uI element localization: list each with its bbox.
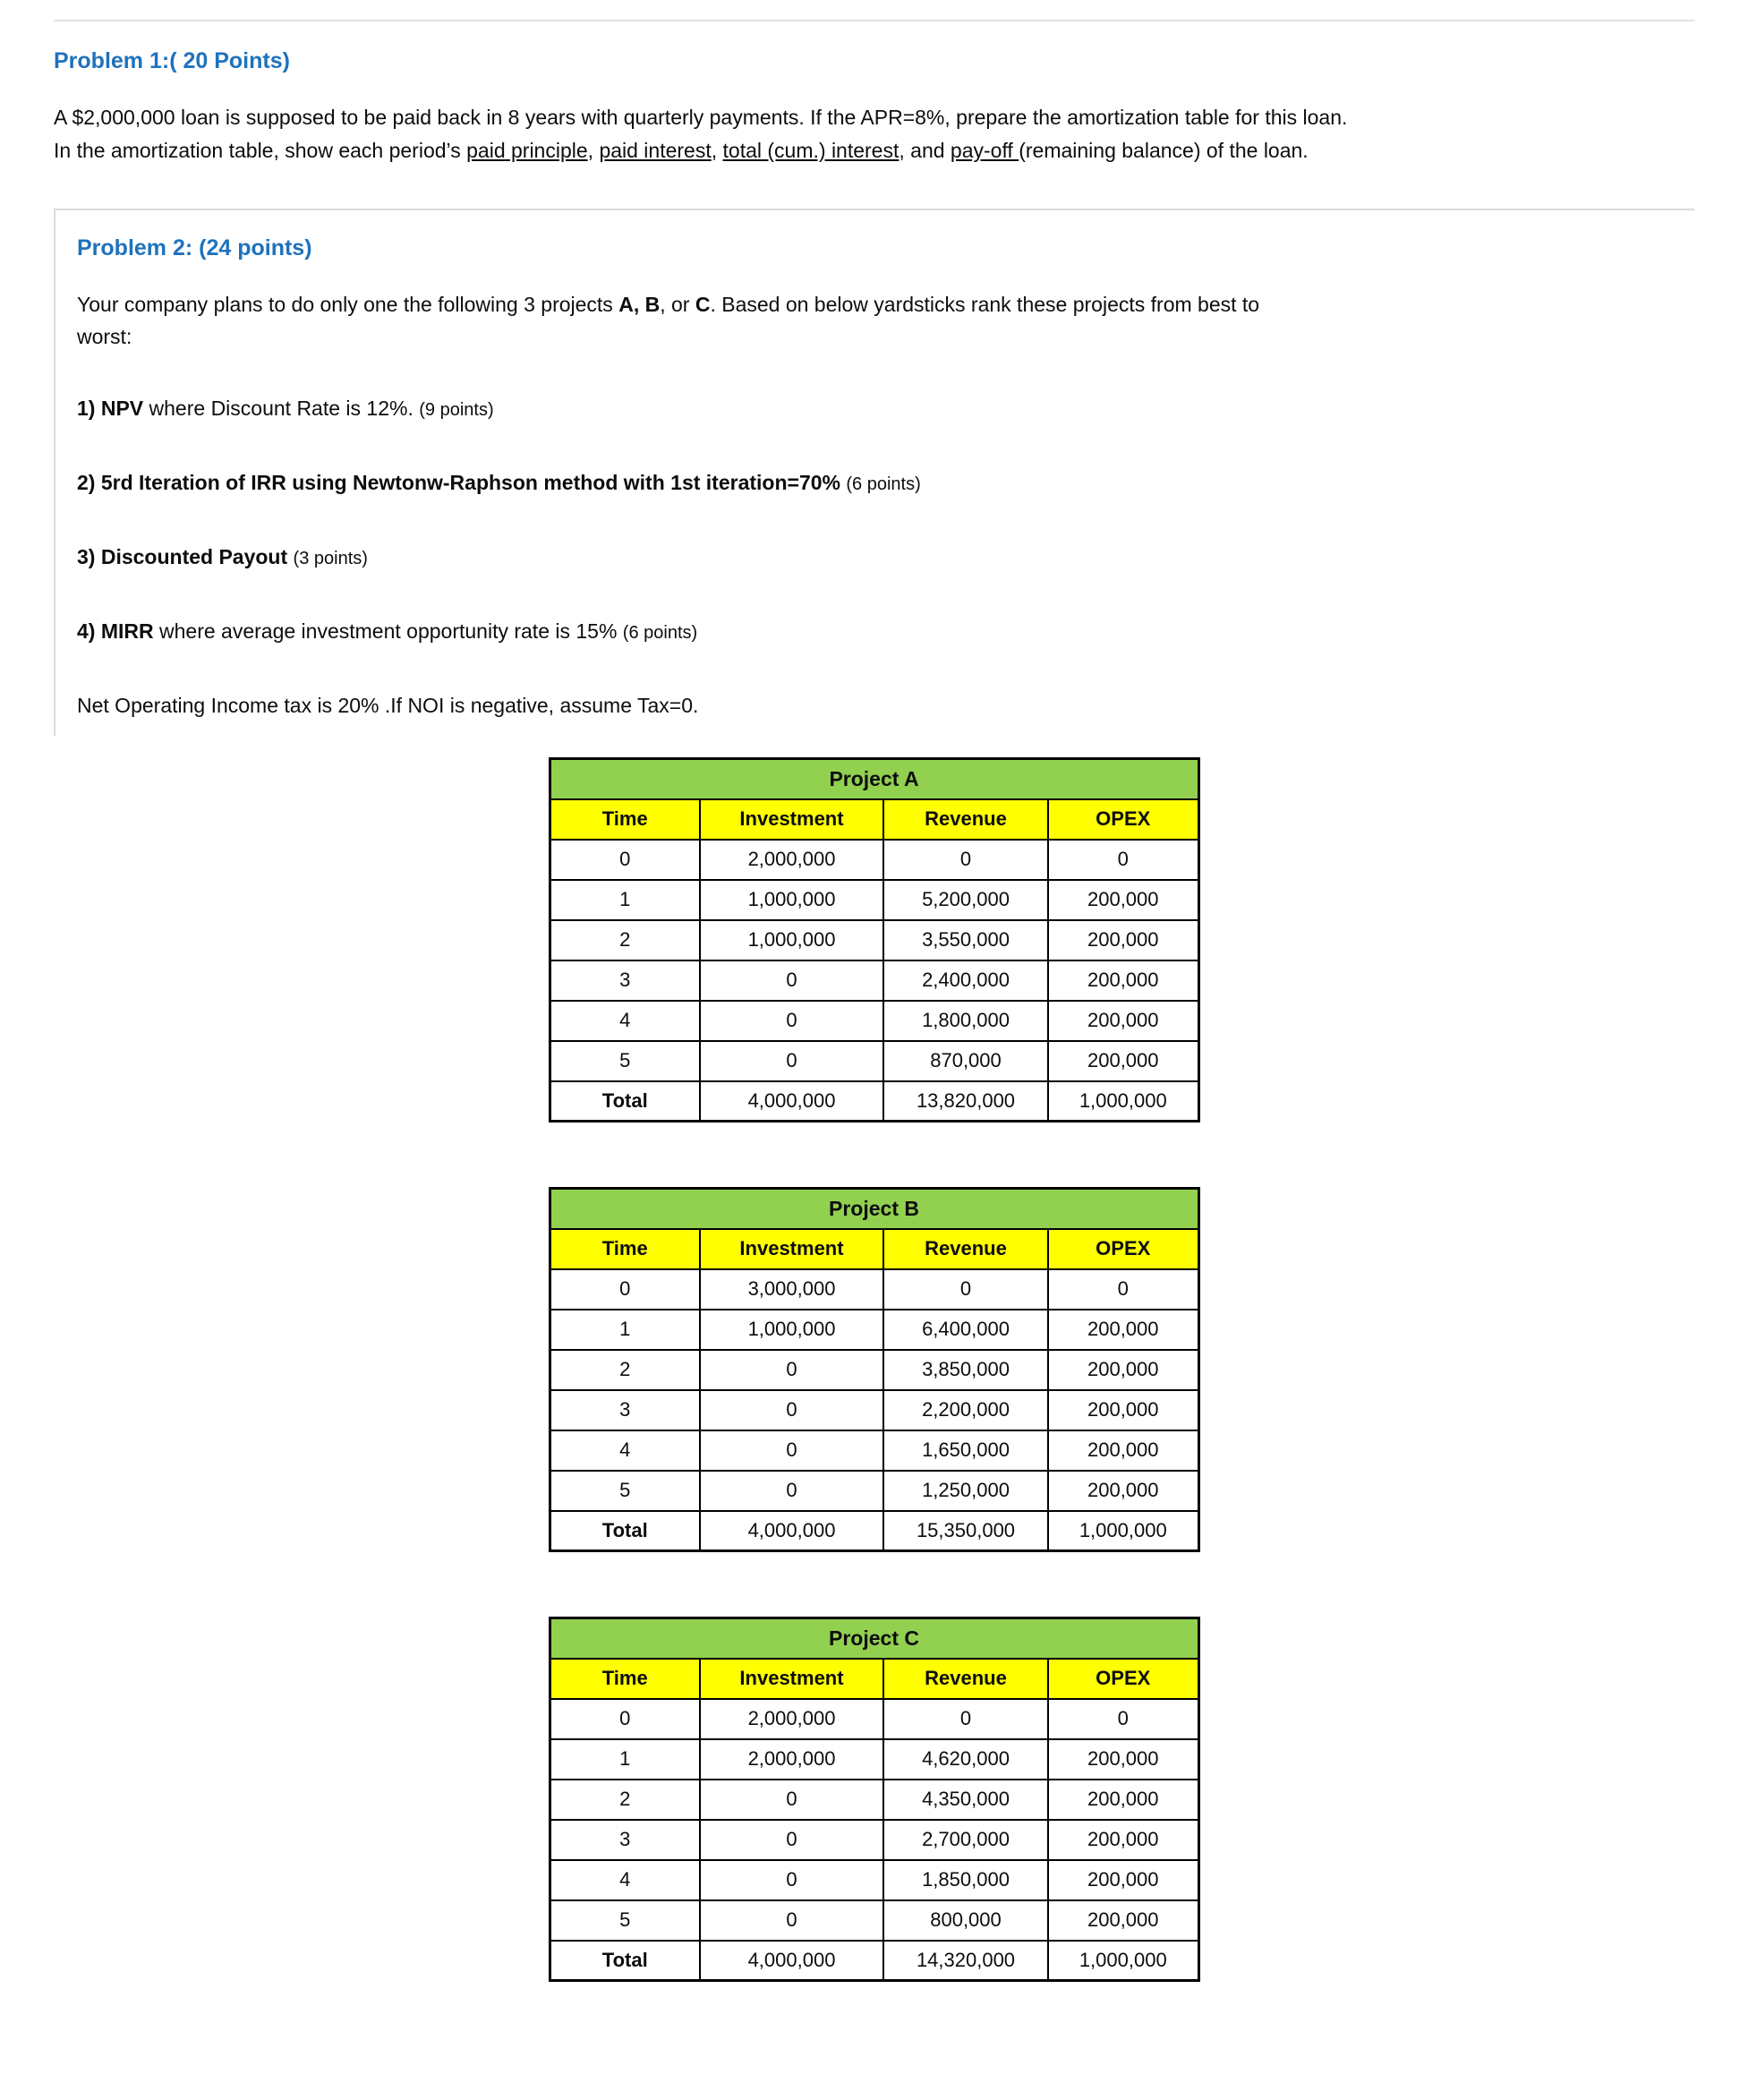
table-cell: 0: [1048, 1269, 1198, 1310]
yardstick-item: [77, 619, 1684, 644]
text-run: paid interest: [599, 138, 712, 162]
table-cell: 5,200,000: [883, 880, 1048, 920]
table-cell: 0: [550, 840, 700, 880]
table-cell: 0: [1048, 840, 1198, 880]
problem-1-title: Problem 1:( 20 Points): [54, 48, 290, 73]
table-cell: 200,000: [1048, 1350, 1198, 1390]
table-cell: 1: [550, 1739, 700, 1780]
table-cell: 6,400,000: [883, 1310, 1048, 1350]
table-cell: 0: [700, 1001, 883, 1041]
table-cell: 200,000: [1048, 1310, 1198, 1350]
table-row: [550, 920, 1198, 960]
table-cell: Total: [550, 1941, 700, 1981]
table-cell: 2,700,000: [883, 1820, 1048, 1860]
table-title-row: [550, 1618, 1198, 1659]
column-header: Revenue: [883, 1229, 1048, 1269]
text-run: C: [695, 292, 711, 316]
table-cell: 0: [550, 1269, 700, 1310]
problem-1-section: [54, 48, 1694, 167]
table-title-row: [550, 759, 1198, 799]
table-cell: 3: [550, 1820, 700, 1860]
column-header: Investment: [700, 799, 883, 840]
table-title: Project B: [550, 1189, 1198, 1229]
table-cell: 1,000,000: [1048, 1081, 1198, 1122]
table-cell: 1: [550, 880, 700, 920]
table-cell: 4,000,000: [700, 1081, 883, 1122]
table-cell: 3,550,000: [883, 920, 1048, 960]
table-cell: 0: [700, 960, 883, 1001]
table-cell: 1,850,000: [883, 1860, 1048, 1900]
problem-2-title: Problem 2: (24 points): [77, 235, 312, 260]
table-cell: 1,250,000: [883, 1471, 1048, 1511]
table-cell: 200,000: [1048, 1471, 1198, 1511]
table-row: [550, 1860, 1198, 1900]
table-cell: 4: [550, 1430, 700, 1471]
table-cell: Total: [550, 1511, 700, 1551]
text-run: ,: [587, 138, 600, 162]
table-row: [550, 840, 1198, 880]
table-cell: 2,000,000: [700, 1739, 883, 1780]
text-run: (6 points): [622, 623, 698, 644]
table-cell: 4,000,000: [700, 1941, 883, 1981]
table-cell: 4,350,000: [883, 1780, 1048, 1820]
table-cell: 13,820,000: [883, 1081, 1048, 1122]
table-cell: 0: [700, 1471, 883, 1511]
text-run: 3) Discounted Payout: [77, 545, 288, 569]
text-run: , or: [660, 292, 695, 316]
yardstick-item: [77, 545, 1684, 569]
project-tables: [54, 757, 1694, 1982]
table-cell: 200,000: [1048, 1780, 1198, 1820]
table-row: [550, 1390, 1198, 1430]
column-header: Investment: [700, 1659, 883, 1699]
table-header-row: [550, 799, 1198, 840]
text-run: where average investment opportunity rate is 15%: [153, 619, 623, 644]
column-header: Time: [550, 1659, 700, 1699]
yardstick-list: [77, 397, 1684, 644]
project-table-c: [549, 1617, 1200, 1982]
text-run: paid principle: [466, 138, 588, 162]
table-title: Project A: [550, 759, 1198, 799]
table-row: [550, 1699, 1198, 1739]
text-run: 2) 5rd Iteration of IRR using Newtonw-Raphson method with 1st iteration=70%: [77, 471, 847, 495]
table-header-row: [550, 1229, 1198, 1269]
table-cell: 5: [550, 1471, 700, 1511]
table-cell: 1,000,000: [700, 880, 883, 920]
table-cell: 200,000: [1048, 1001, 1198, 1041]
table-cell: 3: [550, 1390, 700, 1430]
table-row: [550, 1511, 1198, 1551]
table-row: [550, 1081, 1198, 1122]
table-cell: 800,000: [883, 1900, 1048, 1941]
text-run: (3 points): [293, 549, 368, 569]
table-cell: 0: [1048, 1699, 1198, 1739]
table-cell: 0: [883, 1269, 1048, 1310]
table-cell: 0: [700, 1820, 883, 1860]
table-cell: 3: [550, 960, 700, 1001]
table-cell: 2: [550, 1350, 700, 1390]
table-row: [550, 1471, 1198, 1511]
table-cell: 2,400,000: [883, 960, 1048, 1001]
text-run: (remaining balance) of the loan.: [1019, 138, 1309, 162]
column-header: OPEX: [1048, 799, 1198, 840]
text-run: 4) MIRR: [77, 619, 154, 644]
table-cell: 2,000,000: [700, 1699, 883, 1739]
table-row: [550, 1780, 1198, 1820]
table-cell: 4: [550, 1001, 700, 1041]
table-cell: 4,620,000: [883, 1739, 1048, 1780]
text-run: pay-off: [950, 138, 1019, 162]
text-run: , and: [899, 138, 951, 162]
table-cell: 0: [700, 1780, 883, 1820]
table-cell: 3,850,000: [883, 1350, 1048, 1390]
text-run: Your company plans to do only one the following 3 projects: [77, 292, 619, 316]
yardstick-item: [77, 471, 1684, 495]
table-cell: 200,000: [1048, 920, 1198, 960]
table-cell: 3,000,000: [700, 1269, 883, 1310]
table-cell: 2: [550, 920, 700, 960]
table-row: [550, 1041, 1198, 1081]
table-cell: 1: [550, 1310, 700, 1350]
text-run: ,: [711, 138, 723, 162]
project-table-a: [549, 757, 1200, 1123]
project-table-b: [549, 1187, 1200, 1552]
table-row: [550, 1900, 1198, 1941]
table-cell: 0: [700, 1041, 883, 1081]
column-header: OPEX: [1048, 1659, 1198, 1699]
table-row: [550, 1001, 1198, 1041]
table-cell: 0: [700, 1900, 883, 1941]
table-cell: Total: [550, 1081, 700, 1122]
column-header: Time: [550, 1229, 700, 1269]
table-cell: 200,000: [1048, 960, 1198, 1001]
column-header: OPEX: [1048, 1229, 1198, 1269]
table-row: [550, 1430, 1198, 1471]
table-cell: 0: [550, 1699, 700, 1739]
table-cell: 4: [550, 1860, 700, 1900]
table-cell: 1,000,000: [700, 1310, 883, 1350]
table-row: [550, 960, 1198, 1001]
table-cell: 4,000,000: [700, 1511, 883, 1551]
table-row: [550, 1269, 1198, 1310]
problem-1-paragraph: [54, 101, 1694, 167]
table-cell: 0: [700, 1350, 883, 1390]
text-run: worst:: [77, 325, 132, 349]
table-cell: 1,650,000: [883, 1430, 1048, 1471]
table-row: [550, 1350, 1198, 1390]
top-divider: [54, 20, 1694, 21]
table-cell: 1,000,000: [1048, 1941, 1198, 1981]
table-cell: 200,000: [1048, 1820, 1198, 1860]
table-title: Project C: [550, 1618, 1198, 1659]
table-cell: 2,200,000: [883, 1390, 1048, 1430]
table-cell: 5: [550, 1041, 700, 1081]
table-cell: 14,320,000: [883, 1941, 1048, 1981]
table-cell: 2: [550, 1780, 700, 1820]
table-cell: 0: [883, 840, 1048, 880]
table-row: [550, 1310, 1198, 1350]
problem-2-section: [54, 209, 1694, 737]
text-run: In the amortization table, show each period’s: [54, 138, 467, 162]
table-cell: 870,000: [883, 1041, 1048, 1081]
tax-note: Net Operating Income tax is 20% .If NOI is negative, assume Tax=0.: [77, 694, 699, 718]
text-run: 1) NPV: [77, 397, 144, 421]
text-run: where Discount Rate is 12%.: [143, 397, 420, 421]
text-run: A, B: [618, 292, 661, 316]
table-cell: 5: [550, 1900, 700, 1941]
table-cell: 0: [700, 1860, 883, 1900]
text-run: A $2,000,000 loan is supposed to be paid back in 8 years with quarterly payments. If the APR=8%, prepare the amortization table for this loan.: [54, 106, 1348, 129]
table-cell: 200,000: [1048, 1430, 1198, 1471]
table-cell: 1,800,000: [883, 1001, 1048, 1041]
table-cell: 0: [883, 1699, 1048, 1739]
table-row: [550, 1820, 1198, 1860]
table-cell: 200,000: [1048, 1860, 1198, 1900]
table-cell: 200,000: [1048, 1041, 1198, 1081]
table-cell: 200,000: [1048, 1390, 1198, 1430]
table-cell: 200,000: [1048, 880, 1198, 920]
table-cell: 200,000: [1048, 1739, 1198, 1780]
text-run: total (cum.) interest: [722, 138, 900, 162]
problem-2-intro: [77, 288, 1684, 354]
table-row: [550, 880, 1198, 920]
yardstick-item: [77, 397, 1684, 421]
text-run: (6 points): [846, 474, 921, 495]
table-row: [550, 1739, 1198, 1780]
column-header: Revenue: [883, 799, 1048, 840]
column-header: Revenue: [883, 1659, 1048, 1699]
table-cell: 2,000,000: [700, 840, 883, 880]
column-header: Investment: [700, 1229, 883, 1269]
column-header: Time: [550, 799, 700, 840]
table-cell: 1,000,000: [700, 920, 883, 960]
table-cell: 15,350,000: [883, 1511, 1048, 1551]
text-run: (9 points): [419, 400, 494, 421]
table-cell: 0: [700, 1390, 883, 1430]
table-cell: 0: [700, 1430, 883, 1471]
table-title-row: [550, 1189, 1198, 1229]
table-header-row: [550, 1659, 1198, 1699]
text-run: . Based on below yardsticks rank these projects from best to: [710, 292, 1260, 316]
table-cell: 200,000: [1048, 1900, 1198, 1941]
table-cell: 1,000,000: [1048, 1511, 1198, 1551]
table-row: [550, 1941, 1198, 1981]
